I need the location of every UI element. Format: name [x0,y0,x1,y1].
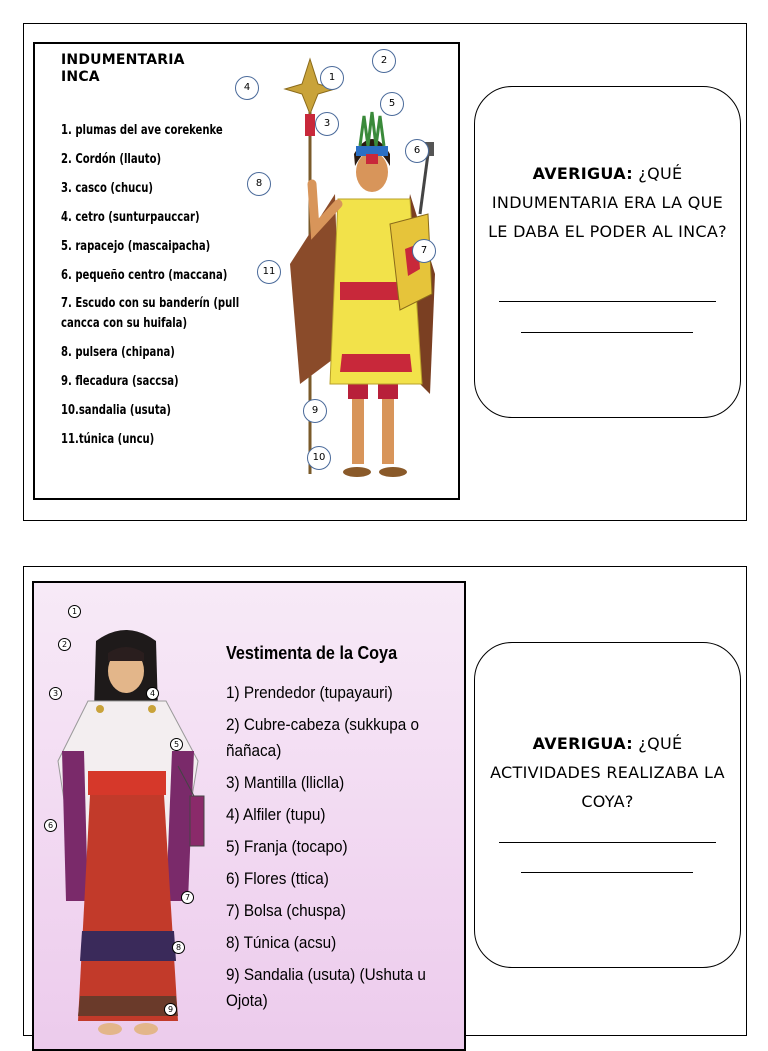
callout-8: 8 [247,172,271,196]
list-item: 6. pequeño centro (maccana) [61,268,228,283]
callout-2: 2 [372,49,396,73]
coya-callout-7: 7 [181,891,194,904]
question-label: AVERIGUA: [532,734,633,753]
coya-callout-6: 6 [44,819,57,832]
inca-title-line1: INDUMENTARIA [61,52,185,68]
inca-question-text [485,159,730,246]
coya-callout-3: 3 [49,687,62,700]
inca-card [23,23,747,521]
answer-line[interactable] [521,872,693,873]
list-item: 5) Franja (tocapo) [226,837,348,856]
callout-7: 7 [412,239,436,263]
callout-6: 6 [405,139,429,163]
answer-line[interactable] [521,332,693,333]
list-item: 2) Cubre-cabeza (sukkupa o ñañaca) [226,715,420,760]
list-item: 8) Túnica (acsu) [226,933,337,952]
question-body: ¿QUÉ INDUMENTARIA ERA LA QUE LE DABA EL PODER AL INCA? [488,164,727,241]
list-item: 2. Cordón (llauto) [61,152,162,167]
list-item: 10.sandalia (usuta) [61,403,172,418]
coya-callout-1: 1 [68,605,81,618]
list-item: 7) Bolsa (chuspa) [226,901,346,920]
list-item: 9. flecadura (saccsa) [61,374,179,389]
callout-9: 9 [303,399,327,423]
callout-5: 5 [380,92,404,116]
coya-figure-illustration [48,601,213,1046]
coya-callout-8: 8 [172,941,185,954]
coya-card [23,566,747,1036]
coya-question-box [474,642,741,968]
inca-title [61,52,185,86]
inca-question-box [474,86,741,418]
inca-item-list [61,116,267,454]
question-body: ¿QUÉ ACTIVIDADES REALIZABA LA COYA? [490,734,725,811]
list-item: 6) Flores (ttica) [226,869,329,888]
inca-title-line2: INCA [61,69,100,85]
coya-title: Vestimenta de la Coya [226,643,398,663]
list-item: 4) Alfiler (tupu) [226,805,326,824]
callout-1: 1 [320,66,344,90]
inca-figure-illustration [260,54,460,494]
callout-3: 3 [315,112,339,136]
list-item: 4. cetro (sunturpauccar) [61,210,200,225]
list-item: 3. casco (chucu) [61,181,154,196]
inca-figure-panel [33,42,460,500]
list-item: 7. Escudo con su banderín (pull cancca con su huifala) [61,296,240,331]
coya-figure-panel [32,581,466,1051]
coya-question-text [485,729,730,816]
coya-callout-5: 5 [170,738,183,751]
coya-callout-9: 9 [164,1003,177,1016]
list-item: 8. pulsera (chipana) [61,345,175,360]
callout-4: 4 [235,76,259,100]
coya-callout-2: 2 [58,638,71,651]
list-item: 1) Prendedor (tupayauri) [226,683,393,702]
callout-10: 10 [307,446,331,470]
list-item: 5. rapacejo (mascaipacha) [61,239,211,254]
coya-item-list [226,677,442,1017]
list-item: 9) Sandalia (usuta) (Ushuta u Ojota) [226,965,426,1010]
list-item: 3) Mantilla (lliclla) [226,773,345,792]
coya-callout-4: 4 [146,687,159,700]
list-item: 11.túnica (uncu) [61,432,155,447]
question-label: AVERIGUA: [532,164,633,183]
answer-line[interactable] [499,301,716,302]
callout-11: 11 [257,260,281,284]
list-item: 1. plumas del ave corekenke [61,123,223,138]
answer-line[interactable] [499,842,716,843]
